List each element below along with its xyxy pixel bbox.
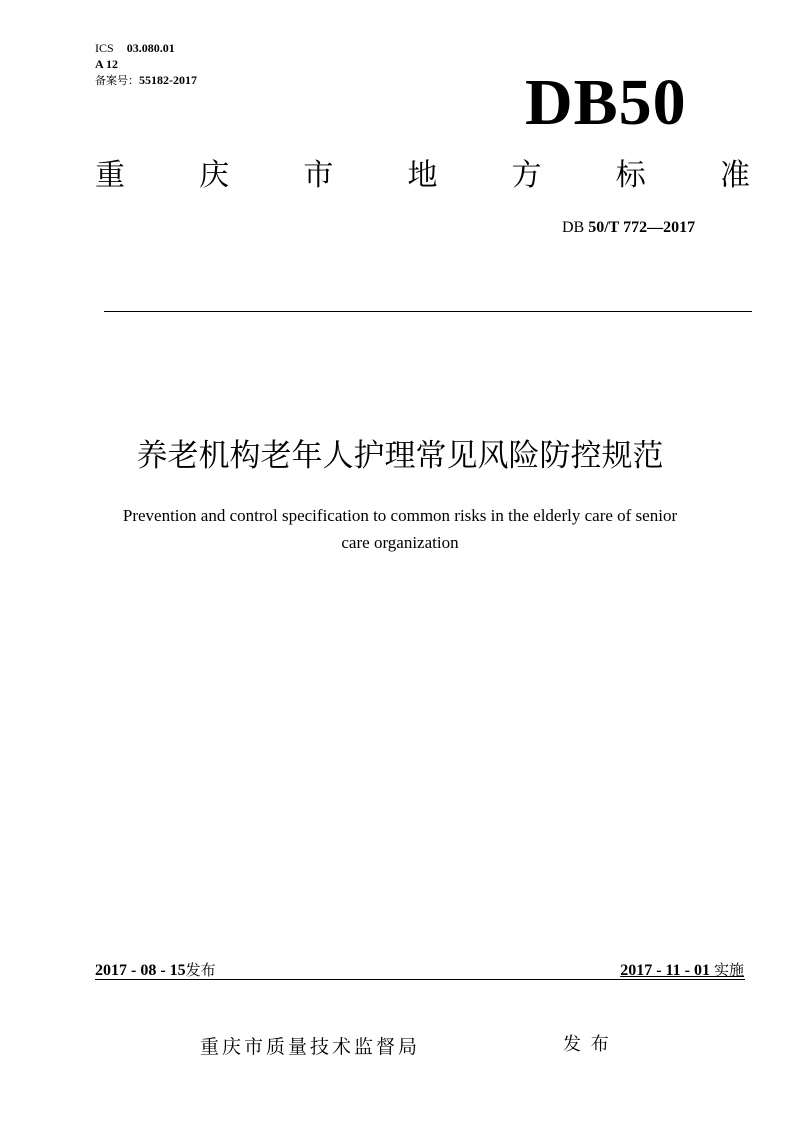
implement-date: 2017 - 11 - 01 <box>620 962 710 979</box>
document-title-english <box>0 502 800 556</box>
standard-code: DB50 <box>525 66 687 139</box>
implement-date-line <box>620 960 744 981</box>
english-title-line-2: care organization <box>341 533 459 552</box>
implement-label: 实施 <box>713 961 744 979</box>
issuing-authority: 重庆市质量技术监督局 <box>200 1036 421 1058</box>
filing-label: 备案号： <box>95 74 139 87</box>
standard-type-char: 方 <box>511 158 542 193</box>
standard-number <box>562 219 695 237</box>
standard-type-char: 市 <box>303 158 334 193</box>
ccs-line <box>95 56 197 72</box>
issue-date-line <box>95 960 216 981</box>
standard-type-char: 标 <box>615 158 646 193</box>
header-metadata <box>95 40 197 89</box>
english-title-line-1: Prevention and control specification to common risks in the elderly care of senior <box>122 506 678 525</box>
issue-label: 发布 <box>185 961 216 979</box>
standard-number-prefix: DB <box>562 219 585 236</box>
issuer-action: 发 布 <box>563 1034 611 1055</box>
top-divider <box>104 311 752 312</box>
standard-type-char: 准 <box>719 158 750 193</box>
filing-line <box>95 72 197 89</box>
ccs-value: A 12 <box>95 57 119 71</box>
ics-value: 03.080.01 <box>126 41 175 55</box>
standard-type <box>95 158 750 194</box>
ics-line <box>95 40 197 56</box>
standard-type-char: 庆 <box>199 158 230 193</box>
filing-value: 55182-2017 <box>139 73 197 87</box>
standard-type-char: 重 <box>95 158 125 193</box>
standard-number-value: 50/T 772—2017 <box>588 219 696 236</box>
document-title-chinese: 养老机构老年人护理常见风险防控规范 <box>136 438 664 474</box>
standard-type-char: 地 <box>407 158 438 193</box>
ics-label: ICS <box>95 41 114 55</box>
bottom-divider <box>95 979 745 980</box>
issue-date: 2017 - 08 - 15 <box>95 962 186 979</box>
